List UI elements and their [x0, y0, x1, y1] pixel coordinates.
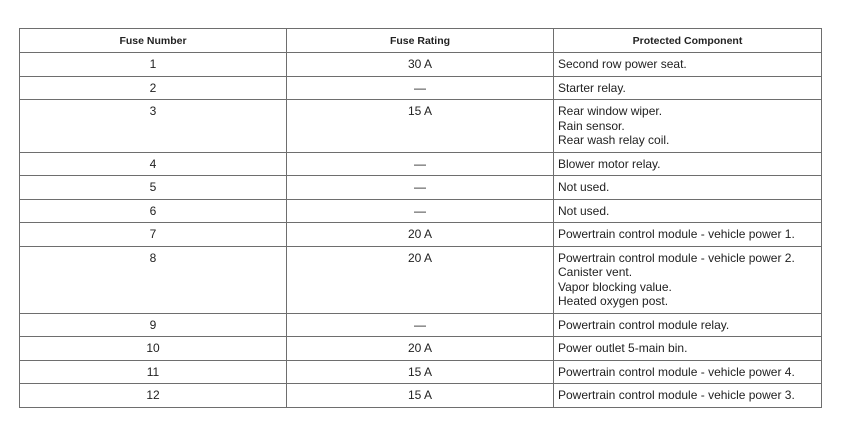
- protected-component-cell: [554, 360, 822, 384]
- header-fuse-rating: Fuse Rating: [287, 29, 554, 53]
- fuse-number-cell: 8: [20, 246, 287, 313]
- component-line: Powertrain control module - vehicle power 2.: [558, 250, 795, 265]
- fuse-number-cell: 7: [20, 223, 287, 247]
- component-line: Second row power seat.: [558, 57, 687, 71]
- header-fuse-number: Fuse Number: [20, 29, 287, 53]
- fuse-number-cell: 10: [20, 337, 287, 361]
- protected-component-cell: [554, 100, 822, 153]
- table-row: [20, 53, 822, 77]
- fuse-number-cell: 3: [20, 100, 287, 153]
- component-line: Rear wash relay coil.: [558, 133, 670, 147]
- fuse-rating-cell: 15 A: [287, 360, 554, 384]
- component-line: Not used.: [558, 180, 610, 194]
- fuse-rating-cell: —: [287, 176, 554, 200]
- table-row: [20, 223, 822, 247]
- fuse-rating-cell: —: [287, 199, 554, 223]
- protected-component-cell: [554, 53, 822, 77]
- fuse-rating-cell: —: [287, 152, 554, 176]
- protected-component-cell: [554, 384, 822, 408]
- component-line: Rear window wiper.: [558, 104, 663, 118]
- protected-component-cell: [554, 223, 822, 247]
- fuse-number-cell: 9: [20, 313, 287, 337]
- fuse-rating-cell: —: [287, 313, 554, 337]
- component-line: Powertrain control module relay.: [558, 317, 730, 332]
- fuse-number-cell: 1: [20, 53, 287, 77]
- protected-component-cell: [554, 246, 822, 313]
- fuse-number-cell: 11: [20, 360, 287, 384]
- table-row: [20, 337, 822, 361]
- protected-component-cell: [554, 337, 822, 361]
- protected-component-cell: [554, 76, 822, 100]
- component-line: Power outlet 5-main bin.: [558, 341, 688, 355]
- fuse-number-cell: 6: [20, 199, 287, 223]
- fuse-rating-cell: 15 A: [287, 100, 554, 153]
- component-line: Canister vent.: [558, 265, 633, 279]
- component-line: Rain sensor.: [558, 118, 625, 133]
- component-line: Not used.: [558, 203, 610, 218]
- table-header-row: [20, 29, 822, 53]
- protected-component-cell: [554, 176, 822, 200]
- fuse-rating-cell: 20 A: [287, 223, 554, 247]
- table-row: [20, 152, 822, 176]
- component-line: Powertrain control module - vehicle power 4.: [558, 364, 795, 379]
- protected-component-cell: [554, 313, 822, 337]
- protected-component-cell: [554, 152, 822, 176]
- protected-component-cell: [554, 199, 822, 223]
- component-line: Blower motor relay.: [558, 156, 661, 171]
- table-row: [20, 199, 822, 223]
- fuse-number-cell: 5: [20, 176, 287, 200]
- fuse-number-cell: 4: [20, 152, 287, 176]
- component-line: Powertrain control module - vehicle power 3.: [558, 388, 795, 402]
- table-row: [20, 176, 822, 200]
- fuse-rating-cell: 20 A: [287, 246, 554, 313]
- fuse-number-cell: 12: [20, 384, 287, 408]
- table-row: [20, 360, 822, 384]
- fuse-rating-cell: 15 A: [287, 384, 554, 408]
- fuse-table: [19, 28, 822, 408]
- fuse-rating-cell: 30 A: [287, 53, 554, 77]
- fuse-rating-cell: 20 A: [287, 337, 554, 361]
- fuse-rating-cell: —: [287, 76, 554, 100]
- table-row: [20, 246, 822, 313]
- fuse-number-cell: 2: [20, 76, 287, 100]
- component-line: Heated oxygen post.: [558, 294, 669, 308]
- component-line: Starter relay.: [558, 80, 626, 95]
- component-line: Powertrain control module - vehicle power 1.: [558, 227, 795, 241]
- table-row: [20, 76, 822, 100]
- table-row: [20, 100, 822, 153]
- table-row: [20, 384, 822, 408]
- header-protected-component: Protected Component: [554, 29, 822, 53]
- table-row: [20, 313, 822, 337]
- component-line: Vapor blocking value.: [558, 279, 672, 294]
